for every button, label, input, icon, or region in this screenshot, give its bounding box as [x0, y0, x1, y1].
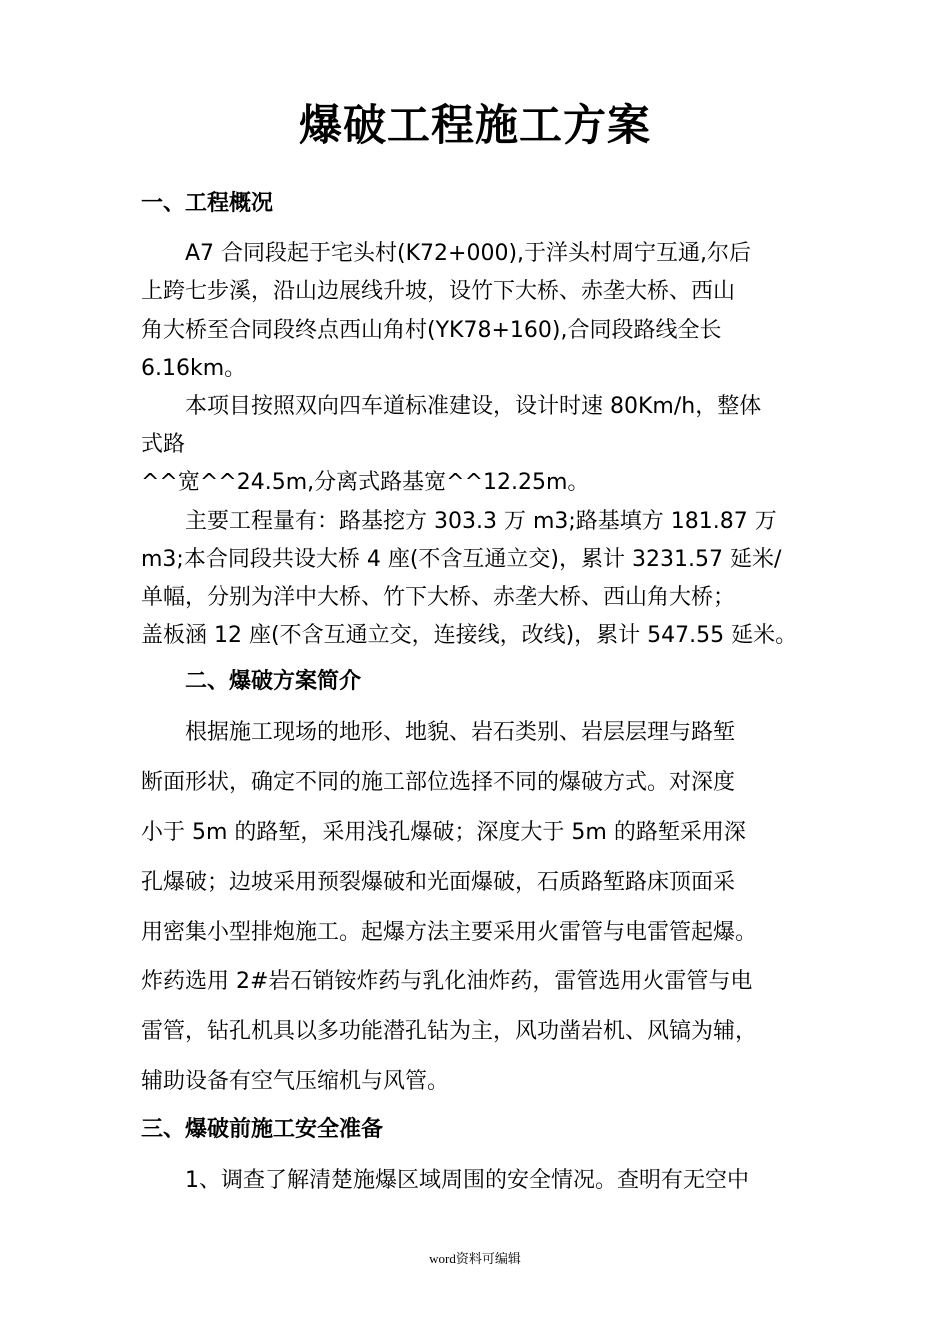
- page-footer: word资料可编辑: [429, 1251, 521, 1266]
- section-heading-1: 一、工程概况: [141, 191, 274, 216]
- document-title: 爆破工程施工方案: [299, 101, 651, 151]
- paragraph-line: 6.16km。: [141, 356, 247, 381]
- paragraph-line: 雷管，钻孔机具以多功能潜孔钻为主，风功凿岩机、风镐为辅，: [141, 1019, 758, 1044]
- paragraph-line: 盖板涵 12 座(不含互通立交，连接线，改线)，累计 547.55 延米。: [141, 623, 798, 648]
- paragraph-line: 用密集小型排炮施工。起爆方法主要采用火雷管与电雷管起爆。: [141, 920, 758, 945]
- paragraph-line: m3;本合同段共设大桥 4 座(不含互通立交)，累计 3231.57 延米/: [141, 547, 782, 572]
- paragraph-line: 小于 5m 的路堑，采用浅孔爆破；深度大于 5m 的路堑采用深: [141, 820, 746, 845]
- paragraph-line: 本项目按照双向四车道标准建设，设计时速 80Km/h，整体: [185, 394, 762, 419]
- paragraph-line: 1、调查了解清楚施爆区域周围的安全情况。查明有无空中: [185, 1168, 749, 1193]
- paragraph-line: 主要工程量有：路基挖方 303.3 万 m3;路基填方 181.87 万: [185, 509, 777, 534]
- section-heading-2: 二、爆破方案简介: [185, 669, 362, 694]
- paragraph-line: 炸药选用 2#岩石销铵炸药与乳化油炸药，雷管选用火雷管与电: [141, 969, 753, 994]
- paragraph-line: 辅助设备有空气压缩机与风管。: [141, 1069, 450, 1094]
- paragraph-line: 式路: [141, 432, 186, 457]
- paragraph-line: 角大桥至合同段终点西山角村(YK78+160),合同段路线全长: [141, 318, 722, 343]
- paragraph-line: 根据施工现场的地形、地貌、岩石类别、岩层层理与路堑: [185, 720, 736, 745]
- paragraph-line: 上跨七步溪，沿山边展线升坡，设竹下大桥、赤垄大桥、西山: [141, 279, 736, 304]
- paragraph-line: A7 合同段起于宅头村(K72+000),于洋头村周宁互通,尔后: [185, 241, 752, 266]
- paragraph-line: 断面形状，确定不同的施工部位选择不同的爆破方式。对深度: [141, 770, 736, 795]
- paragraph-line: 单幅，分别为洋中大桥、竹下大桥、赤垄大桥、西山角大桥；: [141, 585, 736, 610]
- section-heading-3: 三、爆破前施工安全准备: [141, 1117, 384, 1142]
- paragraph-line: 孔爆破；边坡采用预裂爆破和光面爆破，石质路堑路床顶面采: [141, 870, 736, 895]
- paragraph-line: ^^宽^^24.5m,分离式路基宽^^12.25m。: [141, 470, 590, 495]
